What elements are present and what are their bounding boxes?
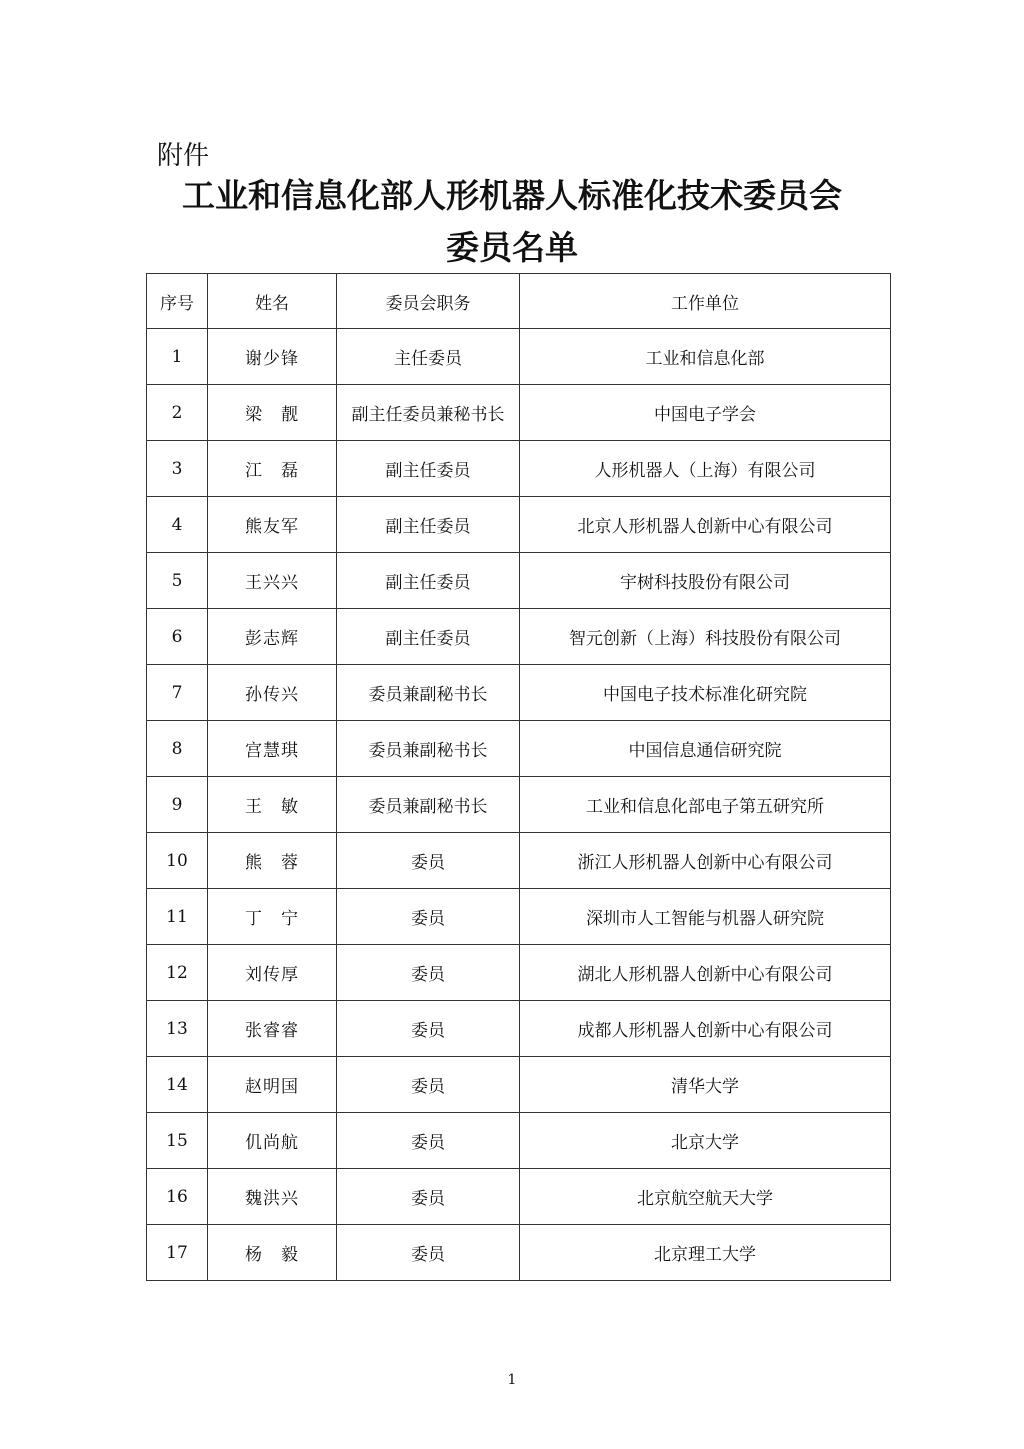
cell-name: 丁 宁: [208, 889, 337, 945]
cell-index: 13: [147, 1001, 208, 1057]
cell-role: 委员: [337, 1057, 520, 1113]
cell-role: 委员: [337, 1169, 520, 1225]
cell-name: 刘传厚: [208, 945, 337, 1001]
table-row: [147, 385, 891, 441]
table-row: [147, 1057, 891, 1113]
cell-organization: 北京理工大学: [520, 1225, 891, 1281]
cell-organization: 湖北人形机器人创新中心有限公司: [520, 945, 891, 1001]
cell-organization: 中国电子技术标准化研究院: [520, 665, 891, 721]
cell-name: 梁 靓: [208, 385, 337, 441]
cell-index: 6: [147, 609, 208, 665]
cell-organization: 工业和信息化部: [520, 329, 891, 385]
cell-index: 1: [147, 329, 208, 385]
cell-index: 12: [147, 945, 208, 1001]
cell-organization: 清华大学: [520, 1057, 891, 1113]
cell-index: 7: [147, 665, 208, 721]
cell-name: 谢少锋: [208, 329, 337, 385]
cell-role: 副主任委员: [337, 553, 520, 609]
cell-index: 11: [147, 889, 208, 945]
cell-index: 5: [147, 553, 208, 609]
cell-name: 彭志辉: [208, 609, 337, 665]
header-organization: 工作单位: [520, 274, 891, 329]
member-table: [146, 273, 891, 1281]
cell-role: 委员: [337, 833, 520, 889]
table-row: [147, 553, 891, 609]
cell-organization: 宇树科技股份有限公司: [520, 553, 891, 609]
cell-organization: 北京航空航天大学: [520, 1169, 891, 1225]
table-row: [147, 1113, 891, 1169]
table-row: [147, 1001, 891, 1057]
cell-role: 委员: [337, 1001, 520, 1057]
cell-index: 9: [147, 777, 208, 833]
cell-index: 17: [147, 1225, 208, 1281]
cell-organization: 中国信息通信研究院: [520, 721, 891, 777]
cell-name: 张睿睿: [208, 1001, 337, 1057]
cell-name: 宫慧琪: [208, 721, 337, 777]
cell-role: 委员: [337, 1225, 520, 1281]
cell-name: 赵明国: [208, 1057, 337, 1113]
table-row: [147, 665, 891, 721]
cell-index: 15: [147, 1113, 208, 1169]
member-table-body: [147, 329, 891, 1281]
cell-index: 10: [147, 833, 208, 889]
cell-organization: 成都人形机器人创新中心有限公司: [520, 1001, 891, 1057]
cell-organization: 深圳市人工智能与机器人研究院: [520, 889, 891, 945]
table-row: [147, 441, 891, 497]
header-role: 委员会职务: [337, 274, 520, 329]
table-row: [147, 833, 891, 889]
document-title: 工业和信息化部人形机器人标准化技术委员会: [182, 176, 842, 215]
cell-name: 江 磊: [208, 441, 337, 497]
cell-organization: 智元创新（上海）科技股份有限公司: [520, 609, 891, 665]
cell-role: 副主任委员: [337, 497, 520, 553]
cell-organization: 浙江人形机器人创新中心有限公司: [520, 833, 891, 889]
cell-organization: 工业和信息化部电子第五研究所: [520, 777, 891, 833]
table-row: [147, 1169, 891, 1225]
header-name: 姓名: [208, 274, 337, 329]
table-row: [147, 889, 891, 945]
table-row: [147, 329, 891, 385]
page-number: 1: [507, 1372, 517, 1388]
cell-role: 委员兼副秘书长: [337, 721, 520, 777]
cell-organization: 北京人形机器人创新中心有限公司: [520, 497, 891, 553]
document-subtitle: 委员名单: [446, 228, 578, 267]
cell-role: 副主任委员: [337, 441, 520, 497]
cell-organization: 中国电子学会: [520, 385, 891, 441]
cell-name: 王 敏: [208, 777, 337, 833]
table-row: [147, 777, 891, 833]
cell-role: 委员兼副秘书长: [337, 665, 520, 721]
table-row: [147, 721, 891, 777]
cell-name: 仉尚航: [208, 1113, 337, 1169]
cell-role: 副主任委员兼秘书长: [337, 385, 520, 441]
cell-role: 委员兼副秘书长: [337, 777, 520, 833]
cell-role: 委员: [337, 1113, 520, 1169]
cell-role: 委员: [337, 889, 520, 945]
cell-name: 杨 毅: [208, 1225, 337, 1281]
cell-name: 孙传兴: [208, 665, 337, 721]
table-row: [147, 1225, 891, 1281]
attachment-label: 附件: [157, 141, 210, 171]
cell-index: 14: [147, 1057, 208, 1113]
table-row: [147, 609, 891, 665]
header-row: [147, 274, 891, 329]
member-table-header: [147, 274, 891, 329]
cell-index: 2: [147, 385, 208, 441]
table-row: [147, 497, 891, 553]
cell-name: 魏洪兴: [208, 1169, 337, 1225]
cell-name: 熊 蓉: [208, 833, 337, 889]
cell-index: 4: [147, 497, 208, 553]
cell-index: 3: [147, 441, 208, 497]
cell-organization: 人形机器人（上海）有限公司: [520, 441, 891, 497]
cell-index: 16: [147, 1169, 208, 1225]
cell-name: 王兴兴: [208, 553, 337, 609]
cell-role: 委员: [337, 945, 520, 1001]
cell-organization: 北京大学: [520, 1113, 891, 1169]
cell-role: 主任委员: [337, 329, 520, 385]
cell-name: 熊友军: [208, 497, 337, 553]
cell-index: 8: [147, 721, 208, 777]
table-row: [147, 945, 891, 1001]
header-index: 序号: [147, 274, 208, 329]
cell-role: 副主任委员: [337, 609, 520, 665]
